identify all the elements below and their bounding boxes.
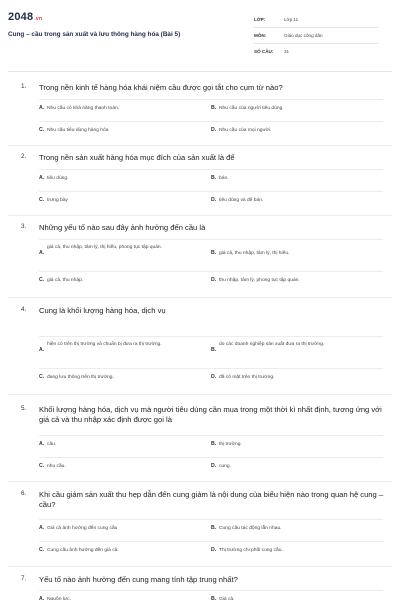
worksheet-header xyxy=(0,0,400,80)
option-text: thu nhập, tâm lý, phong tục tập quán. xyxy=(219,278,300,283)
question-number: 4. xyxy=(21,306,27,313)
header-divider xyxy=(8,71,392,72)
option-d[interactable] xyxy=(211,457,383,473)
option-text: do các doanh nghiệp sản xuất đưa ra thị trường. xyxy=(219,342,325,347)
option-letter: A. xyxy=(39,525,45,531)
option-letter: B. xyxy=(211,441,217,447)
question-stem: Cung là khối lượng hàng hóa, dịch vụ xyxy=(39,306,166,315)
meta-subject-label: MÔN: xyxy=(254,33,267,38)
option-text: Nguồn lực. xyxy=(47,597,71,600)
option-d[interactable] xyxy=(211,271,383,287)
meta-grade-label: LỚP: xyxy=(254,17,266,22)
option-b[interactable] xyxy=(211,99,383,115)
option-text: Giá cả. xyxy=(219,597,235,600)
question-number: 1. xyxy=(21,83,27,90)
option-text: tiêu dùng và để bán. xyxy=(219,198,264,203)
option-text: giá cả, thu nhập, tâm lý, thị hiếu. xyxy=(219,251,290,256)
option-text: tiêu dùng. xyxy=(47,176,69,181)
option-letter: C. xyxy=(39,547,45,553)
question-separator xyxy=(8,566,392,567)
option-b[interactable] xyxy=(211,336,383,363)
question-separator xyxy=(8,394,392,395)
option-letter: D. xyxy=(211,127,217,133)
option-text: cung. xyxy=(219,464,231,469)
question-stem: Trong nền kinh tế hàng hóa khái niệm cầu được gọi tắt cho cụm từ nào? xyxy=(39,83,283,92)
option-letter: B. xyxy=(211,105,217,111)
meta-grade-value: Lớp 11 xyxy=(284,17,299,22)
worksheet-title: Cung – cầu trong sản xuất và lưu thông hàng hóa (Bài 5) xyxy=(8,31,181,38)
option-c[interactable] xyxy=(39,121,211,137)
meta-subject xyxy=(254,28,378,44)
meta-count xyxy=(254,44,378,60)
question-number: 5. xyxy=(21,405,27,412)
question-separator xyxy=(8,297,392,298)
option-letter: C. xyxy=(39,463,45,469)
option-c[interactable] xyxy=(39,368,211,384)
option-d[interactable] xyxy=(211,541,383,557)
question-stem: Những yếu tố nào sau đây ảnh hưởng đến cầu là xyxy=(39,223,206,232)
option-a[interactable] xyxy=(39,435,211,451)
option-c[interactable] xyxy=(39,191,211,207)
option-a[interactable] xyxy=(39,590,211,600)
option-text: Nhu cầu tiêu dùng hàng hóa xyxy=(47,128,109,133)
option-letter: C. xyxy=(39,127,45,133)
question-number: 2. xyxy=(21,153,27,160)
option-a[interactable] xyxy=(39,99,211,115)
question-stem: Yếu tố nào ảnh hưởng đến cung mang tính tập trung nhất? xyxy=(39,575,238,584)
option-text: đang lưu thông trên thị trường. xyxy=(47,375,114,380)
logo-suffix: .vn xyxy=(34,16,43,22)
option-a[interactable] xyxy=(39,519,211,535)
option-letter: A. xyxy=(39,596,45,600)
logo-text: 2048 xyxy=(8,11,34,23)
option-b[interactable] xyxy=(211,239,383,266)
option-letter: A. xyxy=(39,250,45,256)
option-text: Cung cầu tác động lẫn nhau. xyxy=(219,526,282,531)
option-text: Thị trường chi phối cung cầu. xyxy=(219,548,283,553)
question-stem: Khối lượng hàng hóa, dịch vụ mà người tiêu dùng cần mua trong một thời kì nhất định, tương ứng với giá cả và thu nhập xác định được gọi là xyxy=(39,405,382,424)
question-number: 3. xyxy=(21,223,27,230)
option-letter: D. xyxy=(211,547,217,553)
option-text: Nhu cầu của người tiêu dùng. xyxy=(219,106,284,111)
option-c[interactable] xyxy=(39,541,211,557)
option-text: Nhu cầu có khả năng thanh toán. xyxy=(47,106,120,111)
option-text: Giá cả ảnh hưởng đến cung cầu xyxy=(47,526,118,531)
option-letter: A. xyxy=(39,347,45,353)
option-letter: D. xyxy=(211,277,217,283)
option-letter: A. xyxy=(39,175,45,181)
option-a[interactable] xyxy=(39,239,211,266)
option-letter: B. xyxy=(211,347,217,353)
option-letter: A. xyxy=(39,441,45,447)
option-letter: B. xyxy=(211,525,217,531)
option-b[interactable] xyxy=(211,435,383,451)
option-text: hiện có trên thị trường và chuẩn bị đưa ra thị trường. xyxy=(47,342,162,347)
option-letter: D. xyxy=(211,374,217,380)
question-number: 7. xyxy=(21,575,27,582)
meta-grade xyxy=(254,12,378,28)
option-text: trưng bày xyxy=(47,198,68,203)
option-letter: A. xyxy=(39,105,45,111)
option-d[interactable] xyxy=(211,191,383,207)
option-a[interactable] xyxy=(39,169,211,185)
question-number: 6. xyxy=(21,490,27,497)
meta-count-value: 31 xyxy=(284,49,290,54)
question-stem: Trong nền sản xuất hàng hóa mục đích của sản xuất là để xyxy=(39,153,235,162)
question-stem: Khi cầu giảm sản xuất thu hẹp dẫn đến cung giảm là nội dung của biểu hiện nào trong quan hệ cung – cầu? xyxy=(39,490,384,509)
option-a[interactable] xyxy=(39,336,211,363)
option-b[interactable] xyxy=(211,590,383,600)
option-letter: D. xyxy=(211,197,217,203)
option-letter: C. xyxy=(39,277,45,283)
option-text: nhu cầu. xyxy=(47,464,66,469)
option-d[interactable] xyxy=(211,121,383,137)
option-text: giá cả, thu nhập. xyxy=(47,278,84,283)
question-separator xyxy=(8,145,392,146)
question-separator xyxy=(8,215,392,216)
option-letter: B. xyxy=(211,596,217,600)
option-text: giá cả, thu nhập, tâm lý, thị hiếu, phong tục tập quán. xyxy=(47,245,163,250)
option-letter: B. xyxy=(211,175,217,181)
meta-count-label: SỐ CÂU: xyxy=(254,49,274,54)
option-text: bán. xyxy=(219,176,229,181)
option-d[interactable] xyxy=(211,368,383,384)
option-text: đã có mặt trên thị trường. xyxy=(219,375,275,380)
meta-subject-value: Giáo dục công dân xyxy=(284,33,323,38)
option-text: Cung cầu ảnh hưởng đến giá cả. xyxy=(47,548,119,553)
option-c[interactable] xyxy=(39,457,211,473)
option-letter: D. xyxy=(211,463,217,469)
option-text: thị trường. xyxy=(219,442,242,447)
option-b[interactable] xyxy=(211,519,383,535)
option-b[interactable] xyxy=(211,169,383,185)
option-letter: C. xyxy=(39,197,45,203)
site-logo[interactable] xyxy=(8,11,42,23)
option-letter: C. xyxy=(39,374,45,380)
option-text: cầu. xyxy=(47,442,57,447)
option-text: Nhu cầu của mọi người. xyxy=(219,128,272,133)
option-c[interactable] xyxy=(39,271,211,287)
question-separator xyxy=(8,481,392,482)
option-letter: B. xyxy=(211,250,217,256)
